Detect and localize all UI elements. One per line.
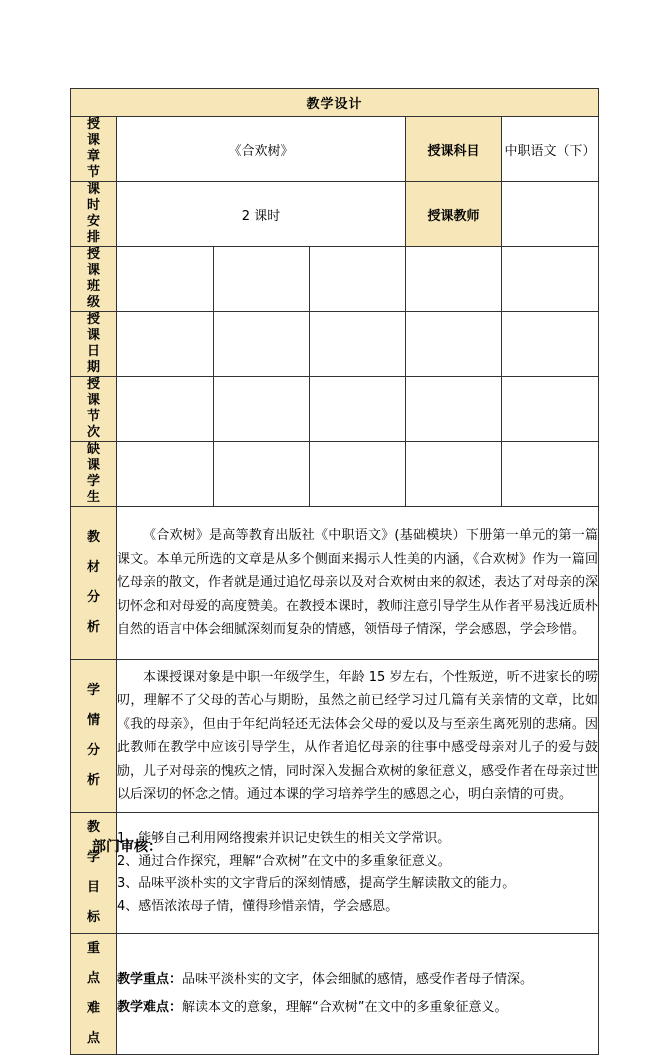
date-label-line2: 日 期	[86, 344, 107, 375]
chapter-value: 《合欢树》	[117, 117, 406, 182]
subject-label: 授课科目	[406, 117, 502, 182]
learner-label	[71, 660, 117, 813]
period-cell-3	[310, 377, 406, 442]
learner-analysis-text: 本课授课对象是中职一年级学生，年龄 15 岁左右，个性叛逆，听不进家长的唠叨，理解不了父母的苦心与期盼，虽然之前已经学习过几篇有关亲情的文章，比如《我的母亲》，但由于年纪尚轻还无法体会父母的爱以及与至亲生离死别的悲痛。因此教师在教学中应该引导学生，从作者追忆母亲的往事中感受母亲对儿子的爱与鼓励，儿子对母亲的愧疚之情，同时深入发掘合欢树的象征意义，感受作者在母亲过世以后深切的怀念之情。通过本课的学习培养学生的感恩之心，明白亲情的可贵。	[117, 660, 599, 813]
date-label-line1: 授 课	[86, 312, 107, 343]
learner-row	[71, 660, 599, 813]
period-label-line1: 授 课	[86, 377, 107, 408]
hours-row	[71, 182, 599, 247]
chapter-label-line1: 授 课	[86, 117, 107, 148]
period-row	[71, 377, 599, 442]
key-points-row	[71, 934, 599, 1055]
absent-cell-3	[310, 442, 406, 507]
period-cell-5	[502, 377, 599, 442]
class-row	[71, 247, 599, 312]
class-cell-2	[214, 247, 310, 312]
goal-item: 4、感悟浓浓母子情，懂得珍惜亲情，学会感恩。	[117, 898, 399, 914]
difficulty-text: 解读本文的意象，理解“合欢树”在文中的多重象征意义。	[182, 1000, 508, 1015]
goals-list	[117, 813, 599, 934]
absent-row	[71, 442, 599, 507]
hours-value: 2 课时	[117, 182, 406, 247]
period-label	[71, 377, 117, 442]
date-row	[71, 312, 599, 377]
key-points-content	[117, 934, 599, 1055]
goals-label	[71, 813, 117, 934]
focus-text: 品味平淡朴实的文字，体会细腻的感情，感受作者母子情深。	[182, 972, 534, 987]
material-label-line2: 分析	[86, 590, 110, 635]
key-points-label-line2: 难点	[86, 1001, 110, 1046]
teacher-label: 授课教师	[406, 182, 502, 247]
chapter-row	[71, 117, 599, 182]
focus-line	[117, 966, 598, 994]
goal-item: 2、通过合作探究，理解“合欢树”在文中的多重象征意义。	[117, 853, 451, 869]
period-label-line2: 节 次	[86, 409, 107, 440]
date-cell-2	[214, 312, 310, 377]
absent-cell-1	[117, 442, 214, 507]
period-cell-1	[117, 377, 214, 442]
date-cell-3	[310, 312, 406, 377]
class-label-line1: 授 课	[86, 247, 107, 278]
learner-label-line2: 分析	[86, 743, 110, 788]
page-title: 教学设计	[71, 89, 599, 117]
class-cell-3	[310, 247, 406, 312]
class-label	[71, 247, 117, 312]
material-analysis-text: 《合欢树》是高等教育出版社《中职语文》(基础模块）下册第一单元的第一篇课文。本单元所选的文章是从多个侧面来揭示人性美的内涵，《合欢树》作为一篇回忆母亲的散文，作者就是通过追忆母亲以及对合欢树由来的叙述，表达了对母亲的深切怀念和对母爱的高度赞美。在教授本课时，教师注意引导学生从作者平易浅近质朴自然的语言中体会细腻深刻而复杂的情感，领悟母子情深，学会感恩，学会珍惜。	[117, 507, 599, 660]
goal-item: 1、能够自己利用网络搜索并识记史铁生的相关文学常识。	[117, 831, 451, 846]
date-cell-5	[502, 312, 599, 377]
lesson-plan-table	[70, 88, 599, 1055]
department-review-label: 部门审核：	[92, 839, 162, 855]
goals-label-line1: 教 学	[86, 820, 110, 865]
difficulty-label: 教学难点：	[117, 1000, 183, 1015]
learner-label-line1: 学情	[86, 683, 110, 728]
key-points-label	[71, 934, 117, 1055]
absent-cell-5	[502, 442, 599, 507]
goals-row	[71, 813, 599, 934]
material-label-line1: 教材	[86, 530, 110, 575]
chapter-label-line2: 章 节	[86, 149, 107, 180]
goal-item: 3、品味平淡朴实的文字背后的深刻情感，提高学生解读散文的能力。	[117, 876, 516, 891]
class-cell-1	[117, 247, 214, 312]
title-row	[71, 89, 599, 117]
material-label	[71, 507, 117, 660]
date-cell-4	[406, 312, 502, 377]
goals-label-line2: 目标	[86, 880, 110, 925]
chapter-label	[71, 117, 117, 182]
hours-label	[71, 182, 117, 247]
hours-label-line1: 课 时	[86, 182, 107, 213]
difficulty-line	[117, 994, 598, 1022]
absent-cell-4	[406, 442, 502, 507]
absent-cell-2	[214, 442, 310, 507]
focus-label: 教学重点：	[117, 972, 183, 987]
period-cell-2	[214, 377, 310, 442]
class-label-line2: 班 级	[86, 279, 107, 310]
date-cell-1	[117, 312, 214, 377]
teacher-value	[502, 182, 599, 247]
subject-value: 中职语文（下）	[502, 117, 599, 182]
class-cell-4	[406, 247, 502, 312]
hours-label-line2: 安 排	[86, 214, 107, 245]
absent-label-line1: 缺 课	[86, 442, 107, 473]
key-points-label-line1: 重点	[86, 941, 110, 986]
class-cell-5	[502, 247, 599, 312]
date-label	[71, 312, 117, 377]
period-cell-4	[406, 377, 502, 442]
absent-label-line2: 学 生	[86, 474, 107, 505]
absent-label	[71, 442, 117, 507]
material-row	[71, 507, 599, 660]
